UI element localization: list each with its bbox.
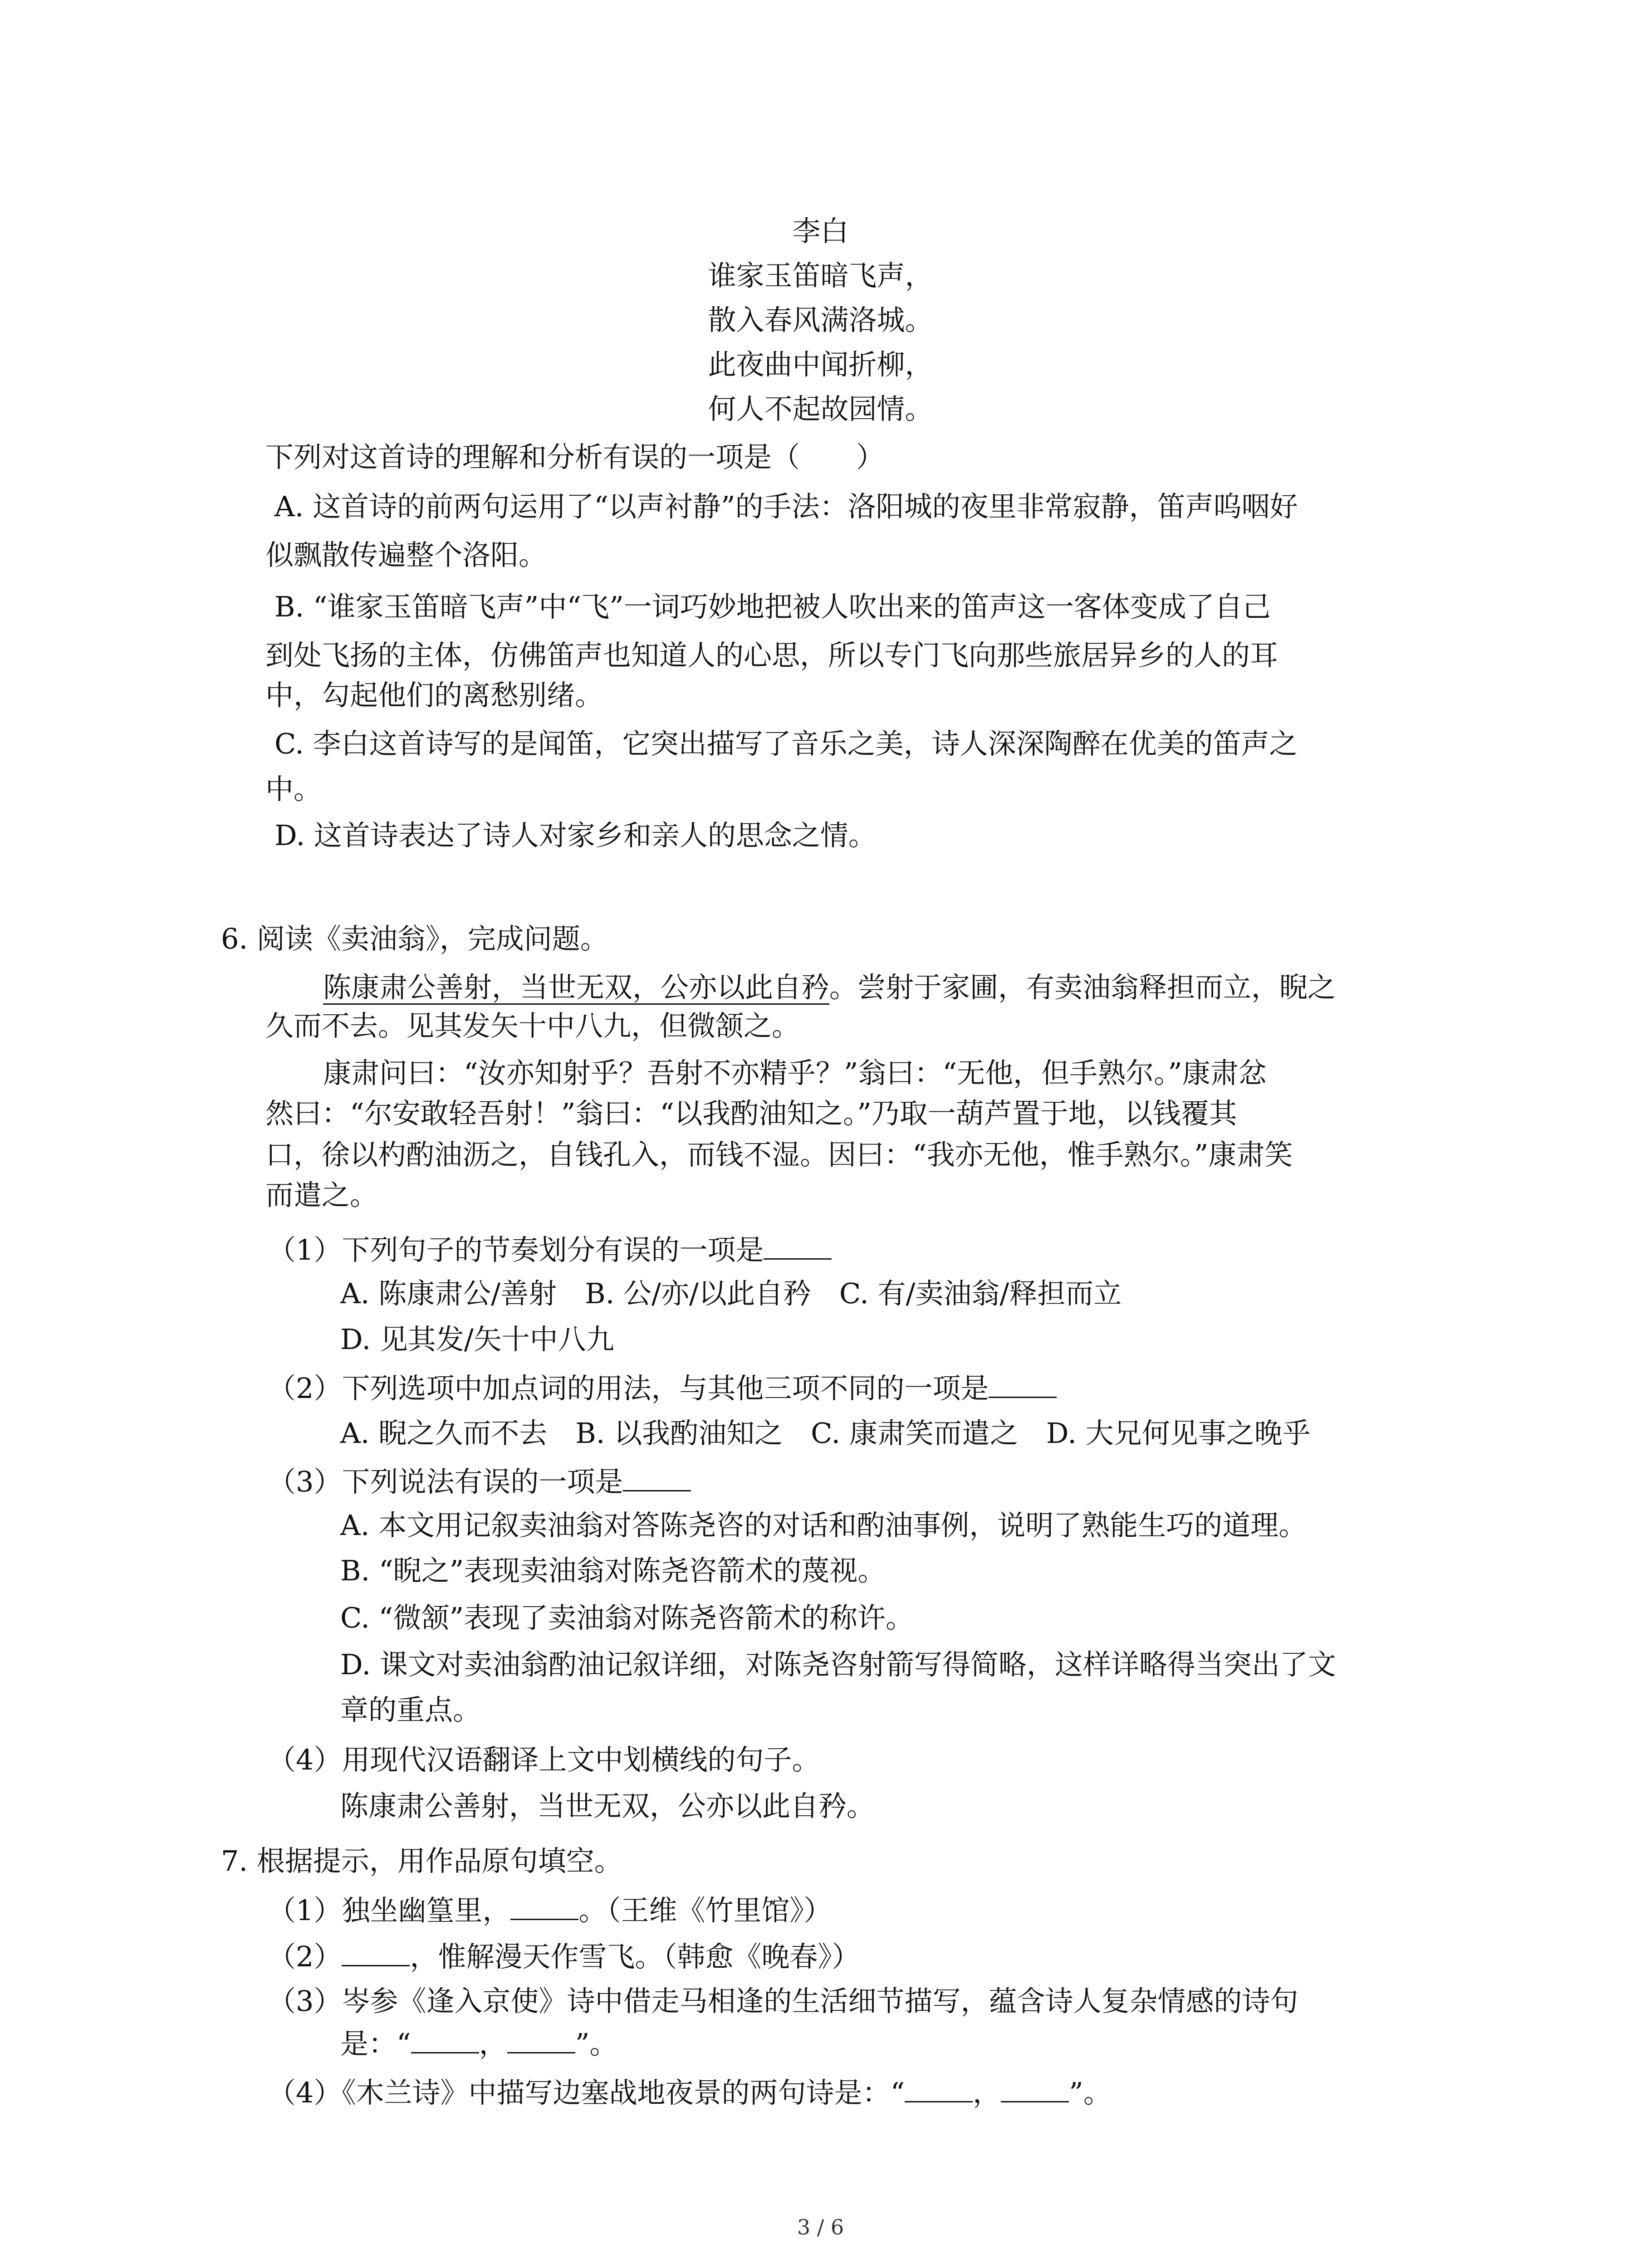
- q5-option-b-cont: 中，勾起他们的离愁别绪。: [265, 679, 603, 712]
- sub3-stem-text: （3）下列说法有误的一项是: [268, 1465, 623, 1498]
- q5-option-a: A. 这首诗的前两句运用了“以声衬静”的手法：洛阳城的夜里非常寂静，笛声呜咽好: [274, 490, 1298, 523]
- q6-passage-p2: 康肃问曰：“汝亦知射乎？吾射不亦精乎？”翁曰：“无他，但手熟尔。”康肃忿: [323, 1056, 1267, 1090]
- q7-item3: （3）岑参《逢入京使》诗中借走马相逢的生活细节描写，蕴含诗人复杂情感的诗句: [268, 1984, 1298, 2018]
- q6-passage-p1: [323, 969, 1336, 1006]
- q6-passage-p2-cont: 然曰：“尔安敢轻吾射！”翁曰：“以我酌油知之。”乃取一葫芦置于地，以钱覆其: [265, 1097, 1237, 1130]
- q6-sub3-option-c: C. “微颔”表现了卖油翁对陈尧咨箭术的称许。: [340, 1601, 914, 1634]
- q6-sub3-option-b: B. “睨之”表现卖油翁对陈尧咨箭术的蔑视。: [340, 1554, 886, 1587]
- q7-item3-cont: 是：“ ， ”。: [340, 2024, 617, 2060]
- poem-line: 谁家玉笛暗飞声，: [708, 259, 933, 292]
- q6-sub3-stem: [268, 1462, 691, 1498]
- q6-sub4-sentence: 陈康肃公善射，当世无双，公亦以此自矜。: [340, 1789, 875, 1823]
- q6-sub1-options-cont: D. 见其发/矢十中八九: [340, 1323, 614, 1356]
- answer-blank[interactable]: [411, 2024, 479, 2053]
- q7-item1: （1）独坐幽篁里， 。（王维《竹里馆》）: [268, 1891, 832, 1927]
- poem-line: 散入春风满洛城。: [708, 303, 933, 337]
- q6-sub1-stem: [268, 1230, 832, 1266]
- q5-option-c: C. 李白这首诗写的是闻笛，它突出描写了音乐之美，诗人深深陶醉在优美的笛声之: [274, 727, 1298, 760]
- q5-option-d: D. 这首诗表达了诗人对家乡和亲人的思念之情。: [274, 819, 877, 852]
- answer-blank[interactable]: [989, 1369, 1057, 1398]
- q5-stem: 下列对这首诗的理解和分析有误的一项是（ ）: [265, 440, 885, 474]
- q6-passage-p2-cont: 口，徐以杓酌油沥之，自钱孔入，而钱不湿。因曰：“我亦无他，惟手熟尔。”康肃笑: [265, 1138, 1293, 1171]
- q6-sub2-stem: [268, 1369, 1057, 1405]
- q6-sub2-options: A. 睨之久而不去 B. 以我酌油知之 C. 康肃笑而遣之 D. 大兄何见事之晚乎: [340, 1417, 1311, 1450]
- sub1-stem-text: （1）下列句子的节奏划分有误的一项是: [268, 1233, 764, 1266]
- poem-author: 李白: [792, 215, 849, 248]
- q6-title: 6. 阅读《卖油翁》，完成问题。: [221, 922, 608, 955]
- poem-line: 何人不起故园情。: [708, 392, 933, 425]
- answer-blank[interactable]: [623, 1462, 691, 1491]
- q6-sub4-stem: （4）用现代汉语翻译上文中划横线的句子。: [268, 1743, 820, 1776]
- q7-item4: （4）《木兰诗》中描写边塞战地夜景的两句诗是：“ ， ”。: [268, 2073, 1112, 2109]
- q6-sub3-option-d: D. 课文对卖油翁酌油记叙详细，对陈尧咨射箭写得简略，这样详略得当突出了文: [340, 1648, 1336, 1681]
- q6-sub3-option-d-cont: 章的重点。: [340, 1693, 481, 1726]
- q5-option-a-cont: 似飘散传遍整个洛阳。: [265, 538, 547, 572]
- answer-blank[interactable]: [764, 1230, 832, 1260]
- answer-blank[interactable]: [507, 2024, 575, 2053]
- q6-sub3-option-a: A. 本文用记叙卖油翁对答陈尧咨的对话和酌油事例，说明了熟能生巧的道理。: [340, 1509, 1307, 1542]
- q6-passage-p1-cont: 久而不去。见其发矢十中八九，但微颔之。: [265, 1009, 800, 1042]
- underlined-sentence: 陈康肃公善射，当世无双，公亦以此自矜: [323, 971, 830, 1004]
- answer-blank[interactable]: [1001, 2073, 1069, 2102]
- passage-text: 。尝射于家圃，有卖油翁释担而立，睨之: [829, 971, 1336, 1004]
- answer-blank[interactable]: [510, 1891, 578, 1920]
- answer-blank[interactable]: [905, 2073, 973, 2102]
- sub2-stem-text: （2）下列选项中加点词的用法，与其他三项不同的一项是: [268, 1372, 989, 1405]
- q5-option-b-cont: 到处飞扬的主体，仿佛笛声也知道人的心思，所以专门飞向那些旅居异乡的人的耳: [265, 639, 1279, 672]
- poem-line: 此夜曲中闻折柳，: [708, 348, 933, 381]
- page-number: 3 / 6: [797, 2215, 844, 2239]
- q6-sub1-options: A. 陈康肃公/善射 B. 公/亦/以此自矜 C. 有/卖油翁/释担而立: [340, 1277, 1122, 1310]
- q5-option-c-cont: 中。: [265, 772, 322, 806]
- q6-passage-p2-cont: 而遣之。: [265, 1178, 378, 1212]
- q7-item2: （2） ，惟解漫天作雪飞。（韩愈《晚春》）: [268, 1937, 860, 1973]
- q5-option-b: B. “谁家玉笛暗飞声”中“飞”一词巧妙地把被人吹出来的笛声这一客体变成了自己: [274, 590, 1271, 623]
- answer-blank[interactable]: [342, 1937, 410, 1966]
- q7-title: 7. 根据提示，用作品原句填空。: [221, 1844, 622, 1877]
